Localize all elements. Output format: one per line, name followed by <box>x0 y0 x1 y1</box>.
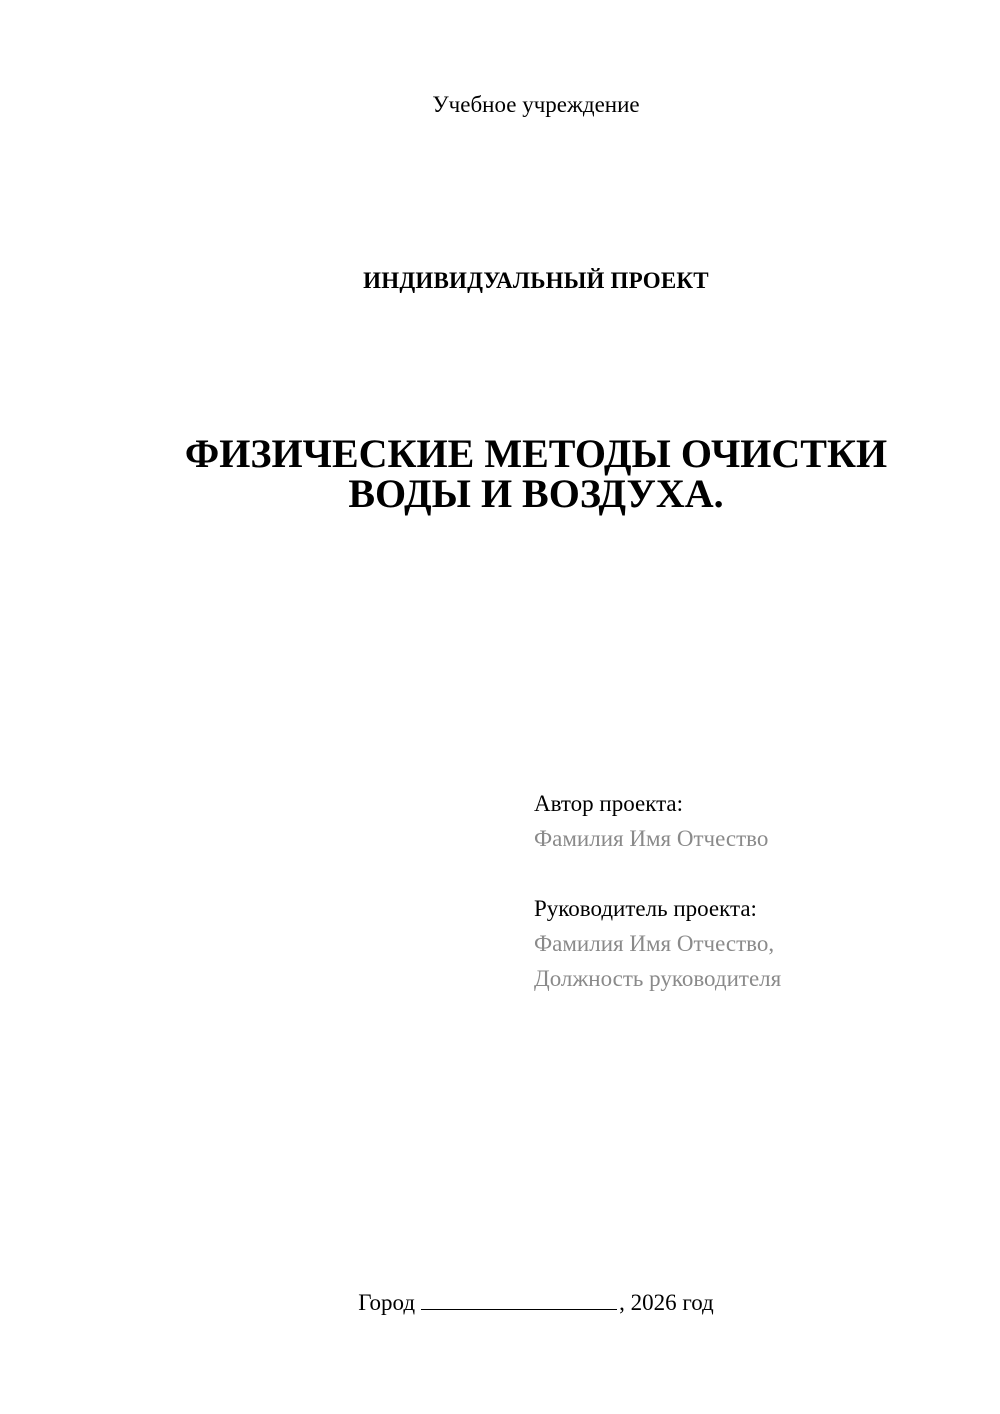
supervisor-label: Руководитель проекта: <box>534 896 757 921</box>
author-name-placeholder: Фамилия Имя Отчество <box>534 826 769 851</box>
project-title <box>0 431 1000 516</box>
author-label: Автор проекта: <box>534 791 683 816</box>
city-blank-line <box>421 1289 617 1310</box>
supervisor-name-placeholder: Фамилия Имя Отчество, <box>534 931 775 956</box>
project-meta-block <box>534 786 781 996</box>
project-title-line-2: ВОДЫ И ВОЗДУХА. <box>348 471 724 516</box>
project-type-heading: ИНДИВИДУАЛЬНЫЙ ПРОЕКТ <box>363 268 709 293</box>
city-label: Город <box>358 1290 416 1315</box>
meta-spacer <box>534 856 781 891</box>
project-title-line-1: ФИЗИЧЕСКИЕ МЕТОДЫ ОЧИСТКИ <box>184 431 888 476</box>
year-text: , 2026 год <box>619 1290 714 1315</box>
footer-city-year <box>0 1288 1000 1318</box>
institution-name: Учебное учреждение <box>432 92 640 117</box>
supervisor-position-placeholder: Должность руководителя <box>534 966 782 991</box>
